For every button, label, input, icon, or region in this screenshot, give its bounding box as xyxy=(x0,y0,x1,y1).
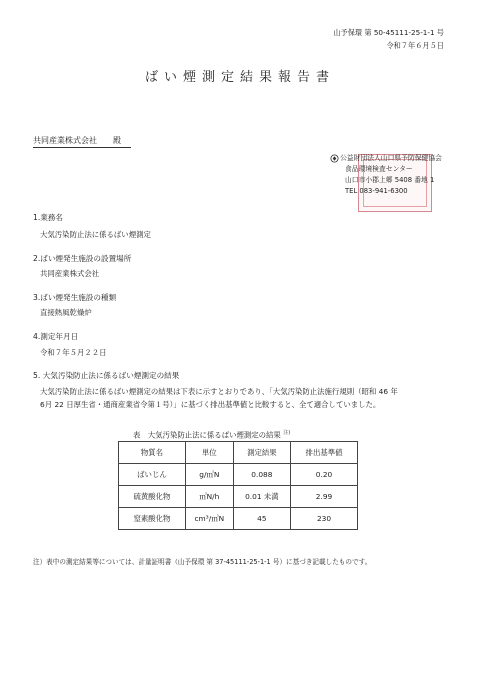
table-row xyxy=(119,508,358,530)
document-number: 山予保環 第 50-45111-25-1-1 号 xyxy=(333,28,444,37)
issuer-division: 食品環境検査センター xyxy=(345,165,413,173)
page-title: ばい煙測定結果報告書 xyxy=(144,70,335,85)
table-header-row xyxy=(119,442,358,464)
table-caption xyxy=(133,429,290,440)
cell-result: 45 xyxy=(233,508,290,530)
cell-unit: g/㎥N xyxy=(185,464,233,486)
cell-standard: 0.20 xyxy=(291,464,358,486)
document-date: 令和７年６月５日 xyxy=(386,41,444,50)
issuer-block xyxy=(340,153,442,197)
section-4-heading: 4.測定年月日 xyxy=(33,332,79,341)
column-header-unit: 単位 xyxy=(185,442,233,464)
table-row xyxy=(119,464,358,486)
cell-standard: 230 xyxy=(291,508,358,530)
section-5-paragraph-line-1: 大気汚染防止法に係るばい煙測定の結果は下表に示すとおりであり、「大気汚染防止法施行規則（昭和 46 年 xyxy=(40,387,398,396)
section-3-heading: 3.ばい煙発生施設の種類 xyxy=(33,293,117,302)
section-1-heading: 1.業務名 xyxy=(33,213,64,222)
table-caption-text: 表 大気汚染防止法に係るばい煙測定の結果 xyxy=(133,430,281,440)
addressee xyxy=(33,135,121,146)
column-header-result: 測定結果 xyxy=(233,442,290,464)
section-2-heading: 2.ばい煙発生施設の設置場所 xyxy=(33,254,132,263)
issuer-phone: TEL 083-941-6300 xyxy=(345,187,408,195)
section-2-body: 共同産業株式会社 xyxy=(40,269,100,278)
cell-substance: 硫黄酸化物 xyxy=(119,486,186,508)
section-3-body: 直接熱風乾燥炉 xyxy=(40,308,92,317)
cell-substance: 窒素酸化物 xyxy=(119,508,186,530)
results-table xyxy=(118,441,358,530)
section-5-heading: 5. 大気汚染防止法に係るばい煙測定の結果 xyxy=(33,371,180,380)
cell-result: 0.01 未満 xyxy=(233,486,290,508)
cell-unit: cm³/㎥N xyxy=(185,508,233,530)
section-4-body: 令和７年５月２２日 xyxy=(40,348,107,357)
section-1-body: 大気汚染防止法に係るばい煙測定 xyxy=(40,230,151,239)
issuer-organization: 公益財団法人山口県予防保健協会 xyxy=(340,154,442,162)
association-logo-icon xyxy=(330,154,339,163)
section-5-paragraph-line-2: 6月 22 日厚生省・通商産業省令第１号）」に基づく排出基準値と比較すると、全て適合していました。 xyxy=(40,400,381,409)
column-header-standard: 排出基準値 xyxy=(291,442,358,464)
cell-substance: ばいじん xyxy=(119,464,186,486)
cell-unit: ㎥N/h xyxy=(185,486,233,508)
addressee-name: 共同産業株式会社 殿 xyxy=(33,136,121,145)
footnote: 注）表中の測定結果等については、計量証明書（山予保環 第 37-45111-25-1-1 号）に基づき記載したものです。 xyxy=(33,558,372,566)
table-row xyxy=(119,486,358,508)
column-header-substance: 物質名 xyxy=(119,442,186,464)
addressee-underline xyxy=(33,147,131,148)
cell-result: 0.088 xyxy=(233,464,290,486)
issuer-address: 山口市小郡上郷 5408 番地 1 xyxy=(345,176,435,184)
cell-standard: 2.99 xyxy=(291,486,358,508)
table-caption-note: 注) xyxy=(283,430,291,436)
